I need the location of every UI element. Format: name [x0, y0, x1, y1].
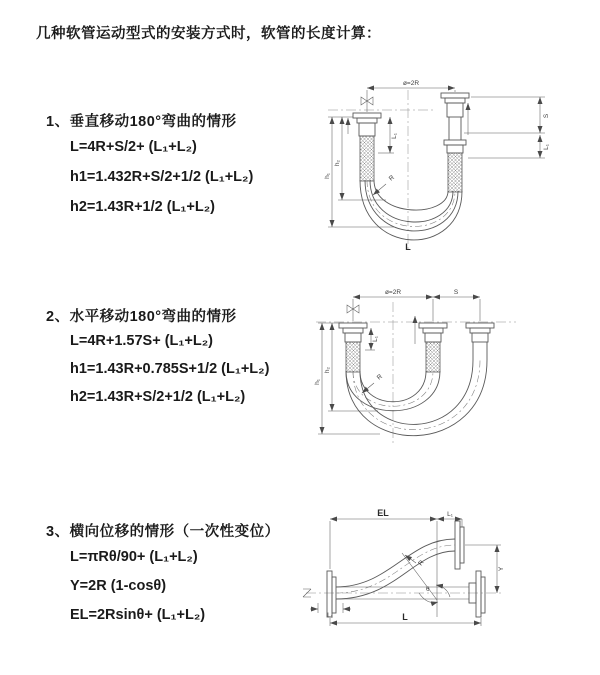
label-l1-top: L₁	[447, 511, 453, 518]
right-riser	[441, 93, 469, 192]
u-bend-hoses	[346, 360, 487, 436]
section-2-formula-h2: h2=1.43R+S/2+1/2 (L₁+L₂)	[70, 389, 246, 405]
section-2-formula-h1: h1=1.43R+0.785S+1/2 (L₁+L₂)	[70, 361, 270, 377]
diagram-vertical-180-bend	[312, 76, 594, 258]
section-1-formula-L: L=4R+S/2+ (L₁+L₂)	[70, 139, 197, 155]
centerlines	[303, 589, 501, 597]
section-1-formula-h1: h1=1.432R+S/2+1/2 (L₁+L₂)	[70, 169, 254, 185]
section-2-formula-L: L=4R+1.57S+ (L₁+L₂)	[70, 333, 213, 349]
label-diameter-2r: ø=2R	[384, 289, 402, 296]
section-3-heading: 3、横向位移的情形（一次性变位）	[46, 524, 280, 540]
label-l1-right: L₁	[543, 144, 550, 150]
label-h2: h₂	[334, 159, 341, 167]
u-bend-hoses	[360, 180, 462, 240]
original-straight-pipe	[336, 571, 485, 617]
label-el: EL	[377, 508, 389, 518]
label-h1: h₁	[314, 379, 321, 385]
label-r: R	[417, 559, 426, 568]
label-l: L	[405, 242, 411, 252]
middle-riser	[419, 323, 447, 372]
section-2-heading: 2、水平移动180°弯曲的情形	[46, 309, 237, 325]
left-riser	[353, 113, 381, 181]
diagram-lateral-displacement	[300, 505, 600, 647]
label-y: Y	[498, 566, 505, 572]
page-title: 几种软管运动型式的安装方式时，软管的长度计算：	[36, 26, 381, 42]
label-l1-left: L₁	[391, 133, 398, 139]
left-flange	[327, 571, 336, 617]
label-l1-left: L₁	[327, 612, 333, 619]
label-diameter-2r: ø=2R	[402, 80, 420, 87]
label-l: L	[402, 612, 408, 622]
section-3-formula-L: L=πRθ/90+ (L₁+L₂)	[70, 549, 198, 565]
label-theta: θ	[426, 586, 430, 593]
section-1-formula-h2: h2=1.43R+1/2 (L₁+L₂)	[70, 199, 216, 215]
section-1-heading: 1、垂直移动180°弯曲的情形	[46, 114, 237, 130]
label-h1: h₁	[324, 173, 331, 179]
section-3-formula-Y: Y=2R (1-cosθ)	[70, 578, 167, 594]
label-s: S	[453, 289, 459, 296]
section-3-formula-EL: EL=2Rsinθ+ (L₁+L₂)	[70, 607, 206, 623]
right-riser-moved	[466, 323, 494, 360]
label-r: R	[375, 373, 384, 382]
dimension-lines	[318, 297, 480, 434]
angle-construction	[402, 521, 450, 617]
diagram-horizontal-180-bend	[308, 284, 596, 452]
upper-right-flange	[455, 521, 464, 569]
left-riser	[339, 323, 367, 372]
label-s: S	[543, 113, 550, 119]
label-r: R	[387, 174, 396, 183]
label-h2: h₂	[324, 366, 331, 374]
label-l1: L₁	[372, 336, 379, 342]
